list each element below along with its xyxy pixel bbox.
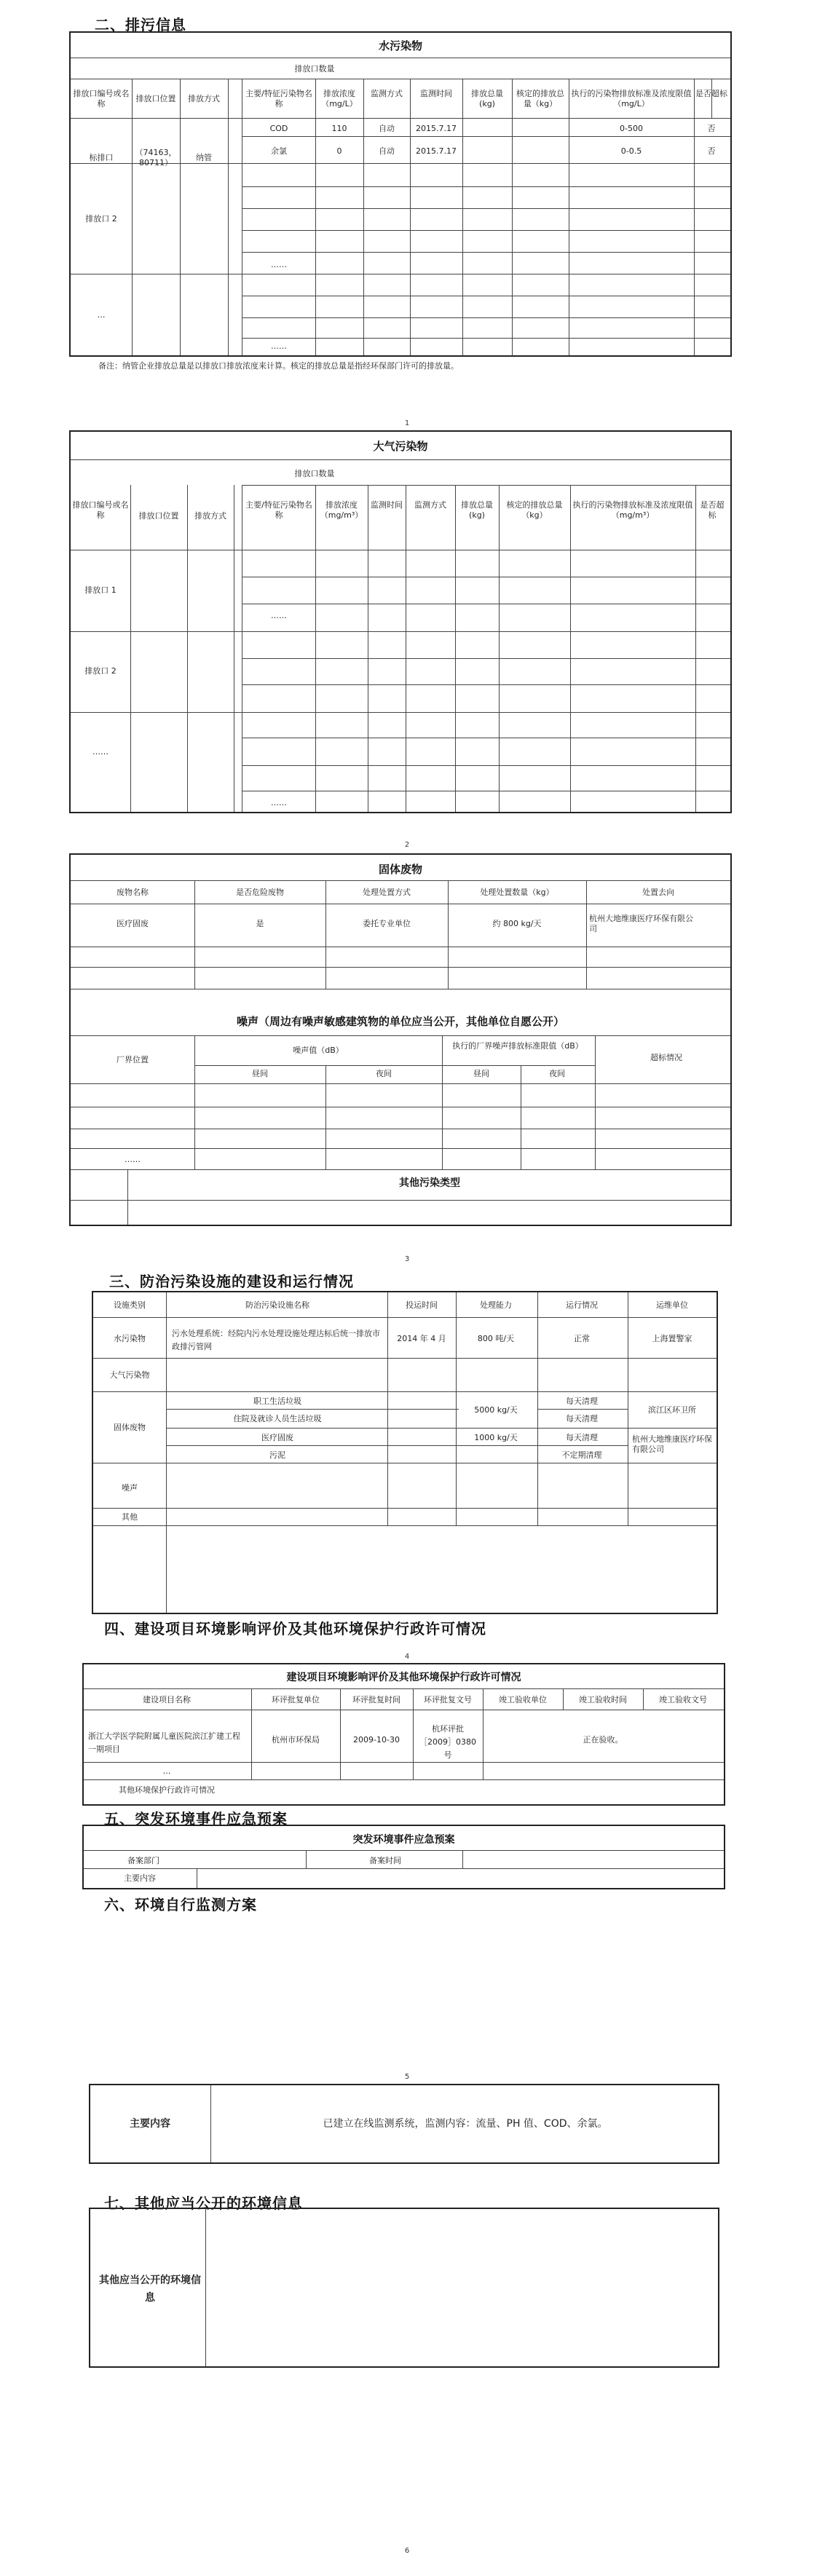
water-header-method: 排放方式: [188, 94, 220, 103]
water-row-1-monitor: 自动: [379, 124, 395, 133]
water-header-approved-total: 核定的排放总量（kg）: [516, 89, 564, 108]
emergency-table-title: 突发环境事件应急预案: [352, 1834, 455, 1846]
water-row-2-pollutant: 余氯: [271, 146, 287, 156]
eia-unit: 杭州市环保局: [272, 1735, 320, 1745]
water-row-2-limit: 0-0.5: [620, 146, 642, 156]
facility-water-name: 污水处理系统：经院内污水处理设施处理达标后统一排放市政排污管网: [172, 1329, 380, 1351]
page-number-5: 5: [404, 2073, 410, 2081]
eia-header-acceptance-unit: 竣工验收单位: [499, 1695, 547, 1704]
water-header-monitor-time: 监测时间: [420, 89, 452, 98]
water-header-location: 排放口位置: [135, 94, 176, 103]
water-header-outlet: 排放口编号或名称: [73, 89, 130, 108]
air-header-monitor-method: 监测方式: [414, 500, 446, 510]
water-header-pollutant: 主要/特征污染物名称: [245, 89, 312, 108]
solid-noise-table: [69, 853, 732, 1226]
eia-ellipsis: …: [162, 1766, 171, 1776]
facility-air-category: 大气污染物: [109, 1370, 150, 1380]
page-number-6: 6: [404, 2547, 410, 2555]
section-2-heading: 二、排污信息: [95, 16, 186, 33]
facility-header-category: 设施类别: [114, 1300, 146, 1310]
noise-ellipsis: ……: [125, 1155, 141, 1164]
air-header-pollutant: 主要/特征污染物名称: [245, 500, 312, 520]
eia-other-permits: 其他环境保护行政许可情况: [119, 1785, 215, 1795]
facility-table: [92, 1291, 718, 1614]
section-3-heading: 三、防治污染设施的建设和运行情况: [109, 1273, 354, 1290]
section-7-heading: 七、其他应当公开的环境信息: [104, 2194, 303, 2212]
facility-solid-category: 固体废物: [114, 1423, 146, 1432]
water-table-title: 水污染物: [378, 39, 422, 52]
emergency-plan-table: [82, 1825, 725, 1889]
water-outlet-count-label: 排放口数量: [294, 64, 335, 74]
water-row-1-concentration: 110: [331, 124, 347, 133]
air-outlet-2: 排放口 2: [84, 666, 117, 676]
water-outlet-1: 标排口: [89, 153, 114, 162]
air-header-approved-total: 核定的排放总量（kg）: [506, 500, 563, 520]
water-header-total: 排放总量(kg): [471, 89, 503, 108]
solid-header-qty: 处理处置数量（kg）: [480, 888, 554, 897]
air-header-location: 排放口位置: [138, 511, 179, 521]
noise-header-location: 厂界位置: [117, 1055, 149, 1064]
water-ellipsis-2: ……: [271, 341, 287, 351]
section-6-heading: 六、环境自行监测方案: [104, 1896, 257, 1913]
eia-header-unit: 环评批复单位: [272, 1695, 320, 1704]
facility-solid-status-1: 每天清理: [566, 1396, 598, 1406]
noise-header-night: 夜间: [376, 1069, 392, 1078]
solid-header-dest: 处置去向: [642, 888, 674, 897]
other-info-label: 其他应当公开的环境信息: [99, 2275, 201, 2304]
eia-doc: 杭环评批［2009］0380 号: [419, 1724, 476, 1760]
water-row-1-time: 2015.7.17: [416, 124, 457, 133]
eia-header-acceptance-time: 竣工验收时间: [579, 1695, 627, 1704]
eia-table: [82, 1663, 725, 1806]
facility-other-category: 其他: [122, 1512, 138, 1522]
noise-header-day: 昼间: [252, 1069, 268, 1078]
eia-acceptance: 正在验收。: [583, 1735, 623, 1745]
air-header-monitor-time: 监测时间: [371, 500, 403, 510]
water-pollutant-table: [69, 31, 732, 357]
solid-table-title: 固体废物: [378, 863, 422, 876]
air-header-method: 排放方式: [194, 511, 226, 521]
solid-row-method: 委托专业单位: [363, 919, 411, 928]
air-header-outlet: 排放口编号或名称: [72, 500, 129, 520]
water-row-2-over: 否: [707, 146, 716, 156]
facility-water-operator: 上海置警家: [652, 1334, 692, 1343]
facility-water-capacity: 800 吨/天: [477, 1334, 515, 1343]
solid-header-method: 处理处置方式: [363, 888, 411, 897]
air-ellipsis-1: ……: [271, 611, 287, 620]
facility-solid-status-4: 不定期清理: [561, 1450, 602, 1460]
other-info-table: [89, 2208, 719, 2368]
air-ellipsis-2: ……: [271, 798, 287, 807]
noise-table-title: 噪声（周边有噪声敏感建筑物的单位应当公开，其他单位自愿公开）: [236, 1015, 564, 1028]
facility-water-time: 2014 年 4 月: [397, 1334, 446, 1343]
air-more-outlets: ……: [92, 747, 108, 756]
page-number-2: 2: [404, 841, 410, 849]
water-row-1-limit: 0-500: [620, 124, 643, 133]
water-outlet-1-method: 纳管: [196, 153, 212, 162]
emergency-dept-label: 备案部门: [127, 1856, 159, 1865]
monitoring-content: 已建立在线监测系统，监测内容：流量、PH 值、COD、余氯。: [323, 2118, 608, 2130]
air-header-standard: 执行的污染物排放标准及浓度限值（mg/m³）: [572, 500, 693, 520]
emergency-time-label: 备案时间: [369, 1856, 401, 1865]
solid-header-name: 废物名称: [117, 888, 149, 897]
water-row-2-time: 2015.7.17: [416, 146, 457, 156]
air-outlet-1: 排放口 1: [84, 585, 117, 595]
solid-row-dest: 杭州大地维康医疗环保有限公司: [589, 914, 693, 933]
monitoring-label: 主要内容: [130, 2118, 170, 2130]
eia-header-date: 环评批复时间: [352, 1695, 400, 1704]
solid-row-name: 医疗固废: [117, 919, 149, 928]
water-outlet-2: 排放口 2: [85, 214, 117, 224]
solid-header-hazard: 是否危险废物: [236, 888, 284, 897]
water-table-note: 备注：纳管企业排放总量是以排放口排放浓度来计算。核定的排放总量是指经环保部门许可的排放量。: [98, 361, 459, 371]
facility-solid-item-1: 职工生活垃圾: [253, 1396, 301, 1406]
water-header-monitor-method: 监测方式: [371, 89, 403, 98]
water-ellipsis-1: ……: [271, 260, 287, 269]
eia-header-doc: 环评批复文号: [424, 1695, 472, 1704]
air-outlet-count-label: 排放口数量: [294, 469, 335, 478]
facility-noise-category: 噪声: [122, 1483, 138, 1493]
facility-solid-capacity-1: 5000 kg/天: [474, 1405, 518, 1415]
water-outlet-1-location: （74163，80711）: [135, 148, 177, 167]
page-number-4: 4: [404, 1653, 410, 1661]
noise-header-level: 噪声值（dB）: [293, 1046, 344, 1055]
air-header-total: 排放总量(kg): [461, 500, 493, 520]
facility-header-operator: 运维单位: [656, 1300, 688, 1310]
facility-header-name: 防治污染设施名称: [245, 1300, 309, 1310]
water-header-over-limit: 是否超标: [695, 89, 727, 98]
facility-solid-capacity-2: 1000 kg/天: [474, 1433, 518, 1442]
water-more-outlets: …: [97, 310, 106, 320]
facility-solid-item-2: 住院及就诊人员生活垃圾: [233, 1414, 322, 1423]
facility-solid-operator-2: 杭州大地维康医疗环保有限公司: [632, 1434, 712, 1454]
eia-project-name: 浙江大学医学院附属儿童医院滨江扩建工程一期项目: [88, 1731, 240, 1754]
noise-header-std-night: 夜间: [549, 1069, 565, 1078]
facility-header-time: 投运时间: [406, 1300, 438, 1310]
water-row-2-monitor: 自动: [379, 146, 395, 156]
facility-solid-status-2: 每天清理: [566, 1414, 598, 1423]
facility-header-status: 运行情况: [566, 1300, 598, 1310]
facility-water-status: 正常: [574, 1334, 590, 1343]
facility-solid-operator-1: 滨江区环卫所: [648, 1405, 696, 1415]
facility-water-category: 水污染物: [114, 1334, 146, 1343]
noise-header-standard: 执行的厂界噪声排放标准限值（dB）: [452, 1041, 583, 1051]
facility-header-capacity: 处理能力: [480, 1300, 512, 1310]
section-4-heading: 四、建设项目环境影响评价及其他环境保护行政许可情况: [104, 1620, 486, 1637]
solid-row-qty: 约 800 kg/天: [492, 919, 542, 928]
air-pollutant-table: [69, 430, 732, 813]
eia-table-title: 建设项目环境影响评价及其他环境保护行政许可情况: [286, 1672, 521, 1683]
noise-header-std-day: 昼间: [473, 1069, 489, 1078]
eia-date: 2009-10-30: [353, 1735, 400, 1745]
air-table-title: 大气污染物: [373, 440, 428, 453]
air-header-concentration: 排放浓度（mg/m³）: [320, 500, 363, 520]
water-row-1-over: 否: [707, 124, 716, 133]
water-header-concentration: 排放浓度（mg/L）: [321, 89, 358, 108]
other-pollutants-title: 其他污染类型: [399, 1177, 460, 1189]
facility-solid-item-4: 污泥: [269, 1450, 285, 1460]
emergency-content-label: 主要内容: [124, 1873, 156, 1883]
air-header-over-limit: 是否超标: [700, 500, 725, 520]
solid-row-hazard: 是: [256, 919, 264, 928]
water-row-2-concentration: 0: [336, 146, 342, 156]
water-header-standard: 执行的污染物排放标准及浓度限值（mg/L）: [571, 89, 692, 108]
eia-header-project: 建设项目名称: [143, 1695, 191, 1704]
page-number-3: 3: [404, 1255, 410, 1263]
facility-solid-item-3: 医疗固废: [261, 1433, 293, 1442]
eia-header-acceptance-doc: 竣工验收文号: [659, 1695, 707, 1704]
water-row-1-pollutant: COD: [269, 124, 288, 133]
page-number-1: 1: [404, 419, 410, 427]
section-5-heading: 五、突发环境事件应急预案: [104, 1810, 288, 1828]
monitoring-table: [89, 2084, 719, 2164]
noise-header-over: 超标情况: [650, 1053, 682, 1062]
facility-solid-status-3: 每天清理: [566, 1433, 598, 1442]
